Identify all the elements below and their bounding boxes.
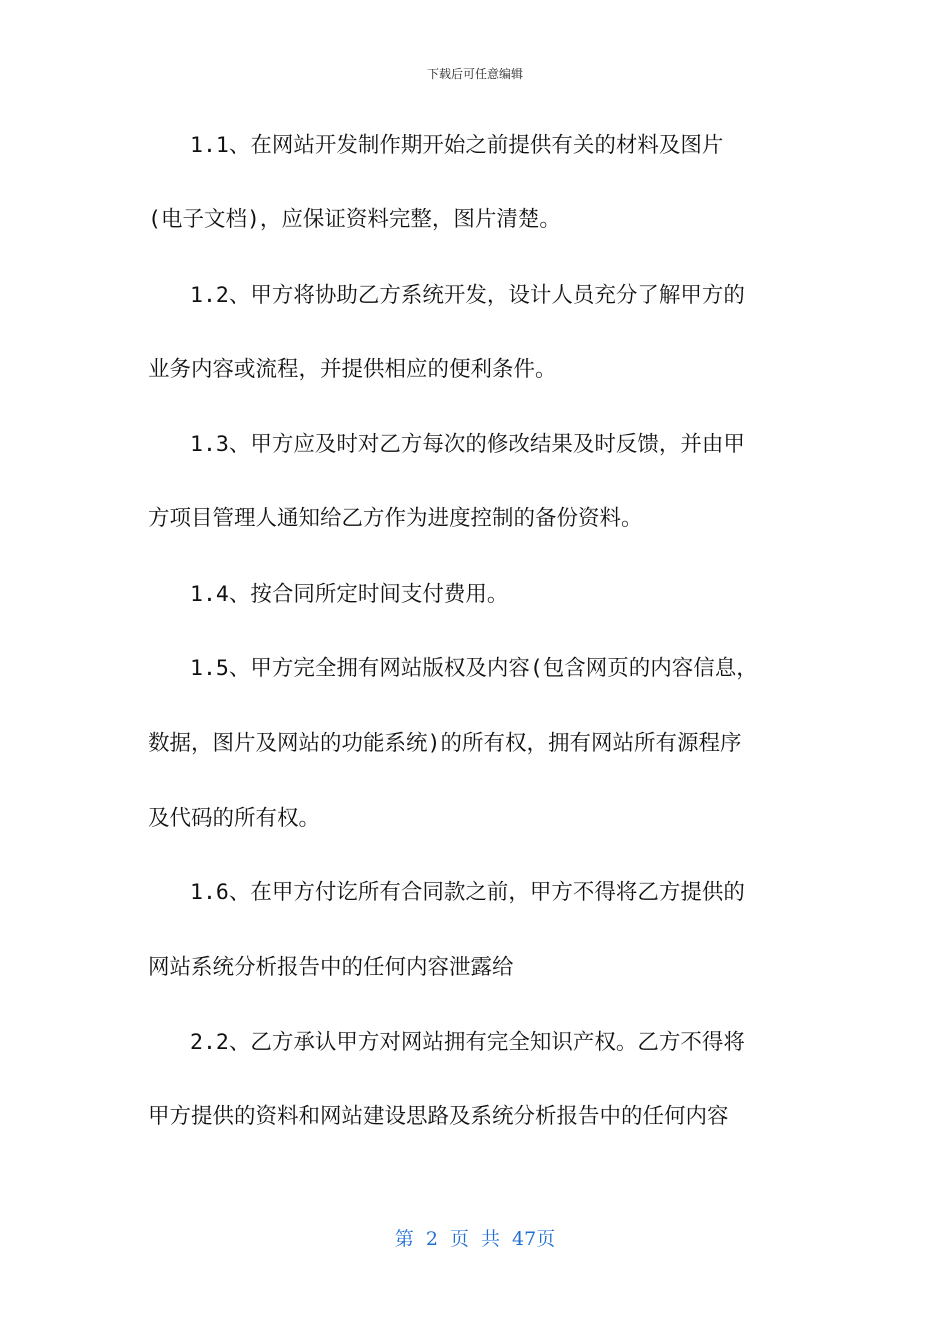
text-line-content: 1.4、按合同所定时间支付费用。	[190, 582, 509, 607]
text-line	[0, 655, 950, 683]
text-line	[0, 282, 950, 310]
text-line-content: 2.2、乙方承认甲方对网站拥有完全知识产权。乙方不得将	[190, 1030, 745, 1055]
text-line-content: 数据，图片及网站的功能系统)的所有权，拥有网站所有源程序	[148, 731, 742, 756]
text-line	[0, 879, 950, 907]
text-line-content: 1.2、甲方将协助乙方系统开发，设计人员充分了解甲方的	[190, 283, 745, 308]
text-line-content: (电子文档)，应保证资料完整，图片清楚。	[148, 207, 561, 232]
text-line	[0, 132, 950, 160]
text-line-content: 1.3、甲方应及时对乙方每次的修改结果及时反馈，并由甲	[190, 432, 745, 457]
text-line-content: 1.6、在甲方付讫所有合同款之前，甲方不得将乙方提供的	[190, 880, 745, 905]
text-line-content: 1.1、在网站开发制作期开始之前提供有关的材料及图片	[190, 133, 724, 158]
text-line-content: 业务内容或流程，并提供相应的便利条件。	[148, 357, 557, 382]
text-line	[0, 505, 950, 533]
text-line-content: 甲方提供的资料和网站建设思路及系统分析报告中的任何内容	[148, 1104, 729, 1129]
text-line	[0, 581, 950, 609]
text-line	[0, 431, 950, 459]
text-line	[0, 805, 950, 833]
text-line	[0, 730, 950, 758]
page-header: 下载后可任意编辑	[426, 67, 523, 81]
text-line-content: 及代码的所有权。	[148, 806, 321, 831]
text-line	[0, 356, 950, 384]
text-line-content: 网站系统分析报告中的任何内容泄露给	[148, 955, 514, 980]
text-line-content: 1.5、甲方完全拥有网站版权及内容(包含网页的内容信息，	[190, 656, 758, 681]
page-number-footer: 第 2 页 共 47页	[394, 1228, 556, 1250]
text-line	[0, 1029, 950, 1057]
text-line	[0, 954, 950, 982]
text-line	[0, 206, 950, 234]
text-line-content: 方项目管理人通知给乙方作为进度控制的备份资料。	[148, 506, 643, 531]
text-line	[0, 1103, 950, 1131]
